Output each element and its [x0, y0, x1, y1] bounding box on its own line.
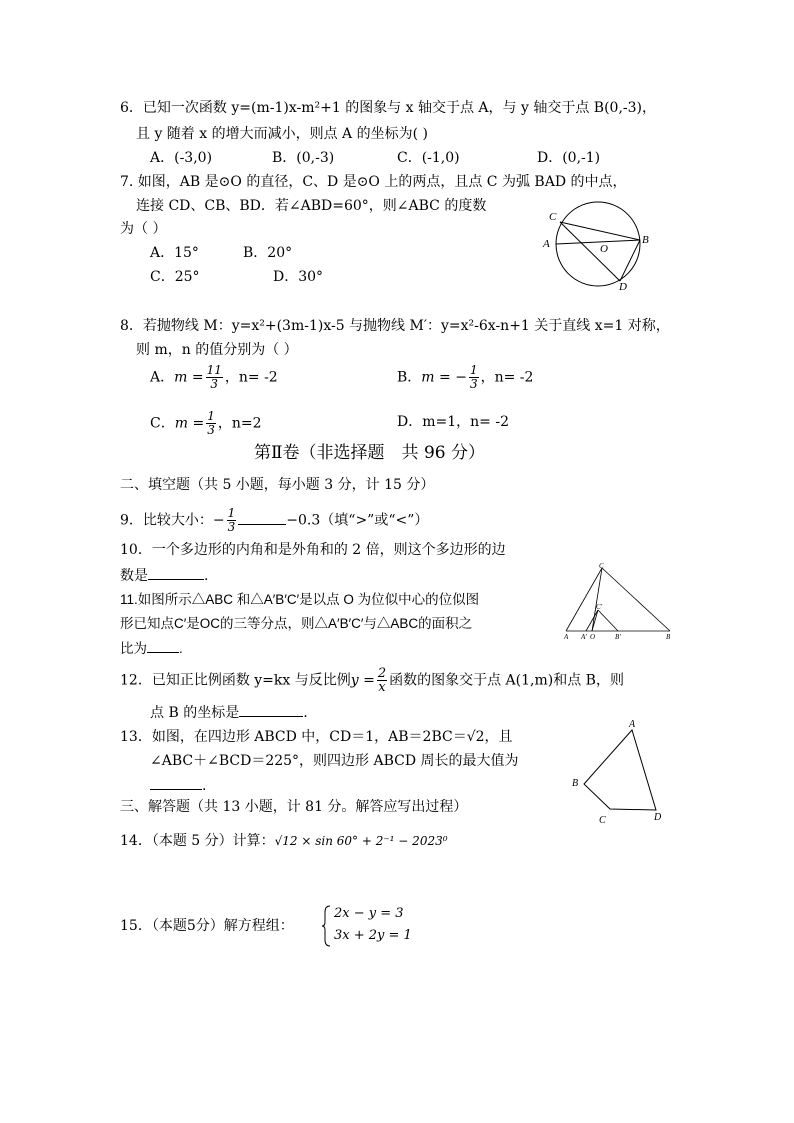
q12-blank[interactable] — [239, 702, 303, 717]
q6-option-b: B．(0,-3) — [272, 150, 335, 166]
q8-option-b-den: 3 — [469, 377, 478, 391]
q12-y-equals: y = — [350, 672, 375, 689]
q10-line2-text: 数是 — [120, 568, 148, 584]
q11-line3-text: 比为 — [120, 641, 147, 656]
q7-line3: 为（ ） — [120, 221, 167, 237]
q6-option-a: A．(-3,0) — [150, 150, 213, 166]
q7-label-b: B — [642, 234, 649, 246]
q6-line2: 且 y 随着 x 的增大而减小，则点 A 的坐标为( ) — [136, 126, 428, 142]
q12-num: 2 — [377, 666, 387, 681]
q8-option-a-fraction — [206, 364, 223, 391]
q13-line2: ∠ABC＋∠BCD＝225°，则四边形 ABCD 周长的最大值为 — [150, 753, 519, 769]
q9-fraction — [227, 507, 237, 534]
q14-line — [120, 831, 448, 851]
q7-circle-figure — [538, 200, 668, 292]
part2-heading: 二、填空题（共 5 小题，每小题 3 分，计 15 分） — [120, 477, 435, 493]
q12-fraction — [377, 667, 387, 694]
q15-equation-2: 3x + 2y = 1 — [334, 928, 412, 943]
q9-den: 3 — [227, 520, 236, 534]
q9-minus: − — [212, 512, 225, 529]
q13-blank[interactable] — [150, 775, 202, 790]
q12-prefix: 12．已知正比例函数 y=kx 与反比例 — [120, 672, 351, 689]
q8-option-c-fraction — [206, 410, 216, 437]
q7-option-a: A．15° — [150, 245, 199, 261]
q11-similar-triangles-figure — [560, 560, 680, 640]
q8-option-a-letter: A． — [150, 369, 175, 386]
q9-hint: （填“>”或“<”） — [320, 512, 429, 529]
q8-option-a-tail: ，n= -2 — [224, 369, 278, 386]
q8-option-b-num: 1 — [469, 363, 478, 377]
q13-label-d: D — [654, 812, 662, 823]
q11-label-b-prime: B′ — [615, 633, 621, 640]
part3-heading: 三、解答题（共 13 小题，计 81 分。解答应写出过程） — [120, 799, 468, 815]
q7-line2: 连接 CD、CB、BD．若∠ABD=60°，则∠ABC 的度数 — [136, 198, 487, 214]
q7-option-d: D．30° — [273, 269, 324, 285]
q8-option-c-num: 1 — [207, 409, 215, 423]
q7-line1: 7. 如图，AB 是⊙O 的直径，C、D 是⊙O 上的两点，且点 C 为弧 BAD 的中点， — [120, 174, 627, 190]
q13-line1: 13．如图，在四边形 ABCD 中，CD＝1，AB＝2BC＝√2，且 — [120, 729, 513, 745]
q13-label-a: A — [629, 719, 636, 730]
q11-label-o: O — [590, 633, 596, 640]
q11-label-c: C — [599, 562, 604, 570]
q7-option-b: B．20° — [243, 245, 293, 261]
q9-prefix: 9．比较大小： — [120, 512, 213, 529]
q12-line2: 点 B 的坐标是 . — [150, 702, 308, 723]
q13-label-b: B — [572, 778, 579, 789]
q15-equation-1: 2x − y = 3 — [334, 906, 404, 921]
q10-line2: 数是 . — [120, 565, 208, 586]
q8-option-c-var: m = — [174, 415, 205, 432]
q9-blank[interactable] — [238, 510, 286, 525]
q14-expression: √12 × sin 60° + 2⁻¹ − 2023⁰ — [274, 834, 448, 848]
q11-label-c-prime: C′ — [596, 603, 603, 611]
q11-blank[interactable] — [147, 638, 179, 653]
q11-line2: 形已知点C′是OC的三等分点，则△A′B′C′与△ABC的面积之 — [120, 616, 473, 631]
q13-line3: . — [150, 775, 206, 796]
q15-brace-icon — [322, 904, 332, 948]
q11-label-a: A — [564, 633, 569, 640]
q6-option-d: D．(0,-1) — [537, 150, 601, 166]
q12-suffix: 函数的图象交于点 A(1,m)和点 B，则 — [389, 672, 624, 689]
q10-blank[interactable] — [148, 565, 204, 580]
q8-option-b-letter: B． — [397, 369, 422, 386]
q8-option-b-var: m = − — [421, 369, 467, 386]
q7-label-d: D — [619, 281, 627, 292]
q8-option-a-var: m = — [174, 369, 204, 386]
q7-option-c: C．25° — [150, 269, 200, 285]
q8-option-a-den: 3 — [210, 377, 219, 391]
q8-option-c-letter: C． — [150, 415, 175, 432]
q8-option-a-num: 11 — [206, 363, 222, 377]
q6-option-c: C．(-1,0) — [397, 150, 460, 166]
q8-option-a — [150, 364, 278, 391]
q13-label-c: C — [599, 815, 606, 826]
q9-line — [120, 507, 428, 534]
q10-line1: 10．一个多边形的内角和是外角和的 2 倍，则这个多边形的边 — [120, 542, 506, 558]
q7-label-c: C — [549, 211, 557, 223]
q11-line1: 11.如图所示△ABC 和△A′B′C′是以点 O 为位似中心的位似图 — [120, 592, 480, 607]
q7-label-o: O — [600, 243, 608, 255]
q8-option-c — [150, 410, 261, 437]
q9-value: −0.3 — [286, 512, 321, 529]
q12-line2-text: 点 B 的坐标是 — [150, 705, 240, 721]
q8-option-d: D．m=1，n= -2 — [397, 414, 509, 430]
q8-option-b-fraction — [469, 364, 479, 391]
q8-option-c-tail: ，n=2 — [217, 415, 262, 432]
q8-line2: 则 m，n 的值分别为（ ） — [136, 342, 298, 358]
q11-label-a-prime: A′ — [581, 633, 587, 640]
q8-line1: 8．若抛物线 M：y=x²+(3m-1)x-5 与抛物线 M′：y=x²-6x-n+1 关于直线 x=1 对称， — [120, 318, 670, 334]
section2-title: 第Ⅱ卷（非选择题 共 96 分） — [254, 443, 485, 463]
q8-option-c-den: 3 — [207, 423, 215, 437]
q15-prefix: 15．（本题5分）解方程组： — [120, 918, 294, 934]
q7-label-a: A — [543, 238, 550, 250]
q6-line1: 6．已知一次函数 y=(m-1)x-m²+1 的图象与 x 轴交于点 A，与 y 轴交于点 B(0,-3)， — [120, 100, 657, 116]
q11-line3: 比为 . — [120, 638, 183, 659]
q8-option-b — [397, 364, 533, 391]
q13-quadrilateral-figure — [568, 712, 678, 830]
q8-option-b-tail: ，n= -2 — [480, 369, 534, 386]
q11-label-b: B — [666, 633, 671, 640]
q12-line1 — [120, 667, 624, 694]
q14-prefix: 14．（本题 5 分）计算： — [120, 833, 275, 849]
q9-num: 1 — [227, 506, 236, 520]
q12-den: x — [378, 680, 386, 695]
